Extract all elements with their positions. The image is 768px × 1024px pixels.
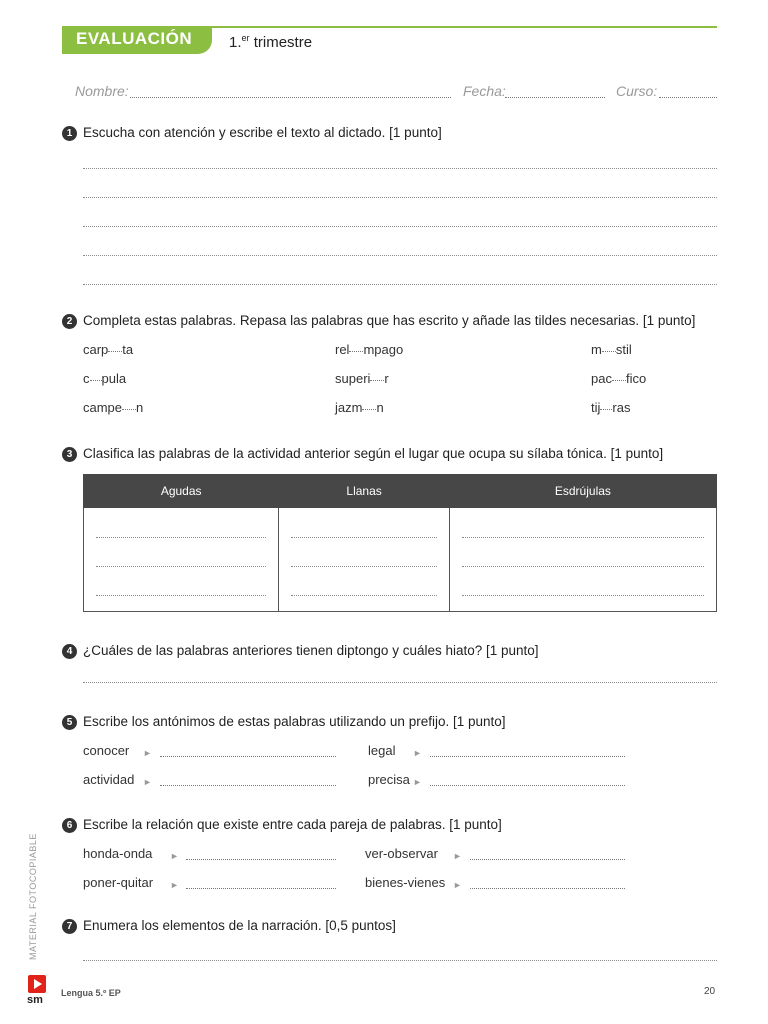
question-text: Clasifica las palabras de la actividad anterior según el lugar que ocupa su sílaba tónica. [1 punto] [83, 446, 664, 461]
answer-line[interactable] [83, 168, 717, 169]
sm-logo-icon [28, 975, 46, 993]
table-cell-agudas[interactable] [84, 508, 279, 612]
trimestre-label: 1.$^{er}$ trimestre [229, 33, 313, 51]
material-fotocopiable-label: MATERIAL FOTOCOPIABLE [28, 833, 38, 960]
question-number: 6 [62, 818, 77, 833]
word-precisa: precisa [368, 772, 410, 787]
arrow-icon: ► [143, 777, 152, 787]
pair-poner-quitar: poner-quitar [83, 875, 154, 890]
answer-line[interactable] [83, 226, 717, 227]
answer-line[interactable] [430, 756, 625, 757]
table-cell-esdrujulas[interactable] [449, 508, 716, 612]
word-item: carp ta [83, 342, 134, 357]
column-header-agudas: Agudas [84, 475, 279, 508]
answer-line[interactable] [83, 284, 717, 285]
answer-line[interactable] [470, 859, 625, 860]
word-item: tij ras [591, 400, 631, 415]
question-text: Escucha con atención y escribe el texto al dictado. [1 punto] [83, 125, 442, 140]
pair-ver-observar: ver-observar [365, 846, 438, 861]
arrow-icon: ► [453, 880, 462, 890]
word-item: campe n [83, 400, 144, 415]
column-header-llanas: Llanas [279, 475, 449, 508]
answer-line[interactable] [160, 785, 336, 786]
answer-line[interactable] [430, 785, 625, 786]
evaluacion-tab [62, 26, 212, 54]
curso-label: Curso: [616, 83, 658, 99]
answer-line[interactable] [83, 682, 717, 683]
word-item: rel mpago [335, 342, 404, 357]
curso-field[interactable] [659, 97, 717, 98]
fecha-label: Fecha: [463, 83, 506, 99]
question-text: Escribe la relación que existe entre cada pareja de palabras. [1 punto] [83, 817, 502, 832]
nombre-field[interactable] [130, 97, 451, 98]
question-text: ¿Cuáles de las palabras anteriores tienen diptongo y cuáles hiato? [1 punto] [83, 643, 539, 658]
header-rule [205, 26, 717, 28]
page-number: 20 [704, 986, 716, 997]
fecha-field[interactable] [505, 97, 605, 98]
question-number: 2 [62, 314, 77, 329]
arrow-icon: ► [413, 777, 422, 787]
word-item: pac fico [591, 371, 647, 386]
answer-line[interactable] [83, 197, 717, 198]
column-header-esdrujulas: Esdrújulas [449, 475, 716, 508]
word-legal: legal [368, 743, 396, 758]
table-cell-llanas[interactable] [279, 508, 449, 612]
arrow-icon: ► [453, 851, 462, 861]
question-text: Enumera los elementos de la narración. [0,5 puntos] [83, 918, 396, 933]
arrow-icon: ► [170, 851, 179, 861]
arrow-icon: ► [143, 748, 152, 758]
pair-honda-onda: honda-onda [83, 846, 153, 861]
question-number: 3 [62, 447, 77, 462]
arrow-icon: ► [413, 748, 422, 758]
nombre-label: Nombre: [75, 83, 129, 99]
evaluacion-label: EVALUACIÓN [76, 29, 193, 48]
sm-logo-text: sm [27, 994, 43, 1006]
question-text: Escribe los antónimos de estas palabras utilizando un prefijo. [1 punto] [83, 714, 506, 729]
word-item: jazm n [335, 400, 384, 415]
answer-line[interactable] [83, 960, 717, 961]
word-actividad: actividad [83, 772, 135, 787]
answer-line[interactable] [186, 859, 336, 860]
question-number: 7 [62, 919, 77, 934]
question-text: Completa estas palabras. Repasa las palabras que has escrito y añade las tildes necesarias. [1 punto] [83, 313, 696, 328]
word-item: m stil [591, 342, 632, 357]
word-item: c pula [83, 371, 127, 386]
word-conocer: conocer [83, 743, 130, 758]
pair-bienes-vienes: bienes-vienes [365, 875, 446, 890]
answer-line[interactable] [186, 888, 336, 889]
answer-line[interactable] [83, 255, 717, 256]
arrow-icon: ► [170, 880, 179, 890]
question-number: 5 [62, 715, 77, 730]
answer-line[interactable] [470, 888, 625, 889]
word-item: superi r [335, 371, 389, 386]
question-number: 1 [62, 126, 77, 141]
subject-label: Lengua 5.º EP [61, 988, 121, 998]
classification-table [83, 474, 717, 612]
answer-line[interactable] [160, 756, 336, 757]
question-number: 4 [62, 644, 77, 659]
